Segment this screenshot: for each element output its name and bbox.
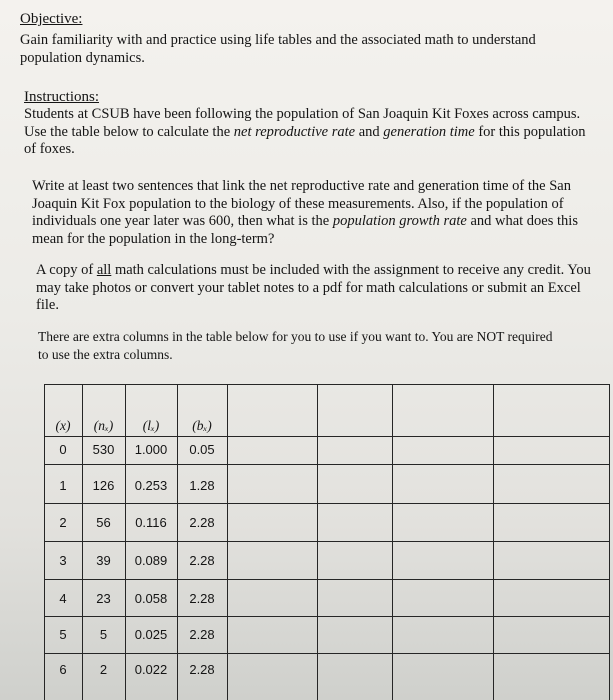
text-run: and what does this: [466, 213, 578, 229]
emphasis-all: all: [96, 262, 112, 278]
text-run: and: [355, 123, 384, 140]
text-run: A copy of: [36, 262, 97, 278]
row-divider: [44, 616, 610, 617]
cell-nx: 126: [92, 478, 115, 493]
text-run: math calculations must be included with the assignment to receive any credit. You: [111, 262, 591, 278]
cell-bx: 2.28: [189, 627, 215, 642]
life-table: [44, 384, 610, 700]
row-divider: [44, 436, 610, 437]
cell-nx: 5: [99, 627, 108, 642]
table-border-top: [44, 384, 610, 385]
cell-bx: 2.28: [189, 662, 215, 677]
cell-bx: 1.28: [189, 478, 215, 493]
cell-bx: 0.05: [189, 442, 215, 457]
instructions-p2-line-4: mean for the population in the long-term?: [32, 230, 275, 247]
cell-bx: 2.28: [189, 591, 215, 606]
cell-nx: 2: [99, 662, 108, 677]
instructions-p4-line-1: There are extra columns in the table below for you to use if you want to. You are NOT required: [38, 329, 553, 344]
instructions-p2-line-3: [32, 213, 578, 231]
instructions-heading: Instructions:: [24, 89, 99, 105]
objective-line-1: Gain familiarity with and practice using life tables and the associated math to understand: [20, 32, 536, 48]
cell-lx: 0.089: [134, 553, 168, 568]
instructions-p2-line-2: Joaquin Kit Fox population to the biology of these measurements. Also, if the population of: [32, 195, 564, 212]
cell-nx: 56: [96, 515, 111, 530]
term-generation-time: generation time: [383, 123, 475, 140]
objective-line-2: population dynamics.: [20, 49, 145, 66]
instructions-paragraph-4: [38, 328, 552, 363]
instructions-p1-line-2: [24, 124, 585, 142]
cell-x: 0: [59, 442, 67, 457]
header-bx: (bₓ): [192, 418, 212, 433]
cell-x: 3: [59, 553, 67, 568]
cell-lx: 0.022: [134, 662, 168, 677]
instructions-p3-line-2: may take photos or convert your tablet notes to a pdf for math calculations or submit an Excel: [36, 279, 581, 296]
cell-lx: 0.025: [134, 627, 168, 642]
cell-x: 6: [59, 662, 67, 677]
row-divider: [44, 464, 610, 465]
instructions-p3-line-3: file.: [36, 297, 59, 313]
cell-bx: 2.28: [189, 553, 215, 568]
text-run: Use the table below to calculate the: [24, 123, 234, 140]
cell-lx: 0.253: [134, 478, 168, 493]
term-population-growth-rate: population growth rate: [332, 213, 467, 229]
cell-x: 5: [59, 627, 67, 642]
cell-nx: 23: [96, 591, 111, 606]
row-divider: [44, 579, 610, 580]
cell-lx: 1.000: [134, 442, 168, 457]
instructions-paragraph-3: [36, 262, 591, 315]
row-divider: [44, 503, 610, 504]
header-x: (x): [55, 418, 71, 433]
instructions-paragraph-2: [32, 178, 578, 248]
row-divider: [44, 653, 610, 654]
header-lx: (lₓ): [142, 418, 160, 433]
term-net-reproductive-rate: net reproductive rate: [233, 123, 356, 140]
cell-nx: 39: [96, 553, 111, 568]
cell-nx: 530: [92, 442, 115, 457]
text-run: for this population: [474, 123, 586, 140]
cell-lx: 0.116: [135, 515, 167, 530]
text-run: individuals one year later was 600, then what is the: [32, 213, 333, 229]
cell-x: 4: [59, 591, 67, 606]
instructions-paragraph-1: [24, 106, 585, 159]
header-nx: (nₓ): [93, 418, 114, 433]
cell-x: 2: [59, 515, 67, 530]
instructions-p1-line-1: Students at CSUB have been following the population of San Joaquin Kit Foxes across campus.: [24, 106, 581, 122]
instructions-p1-line-3: of foxes.: [24, 141, 75, 157]
cell-lx: 0.058: [134, 591, 168, 606]
instructions-p2-line-1: Write at least two sentences that link the net reproductive rate and generation time of the San: [32, 178, 571, 194]
row-divider: [44, 541, 610, 542]
objective-text: [20, 32, 536, 67]
instructions-p4-line-2: to use the extra columns.: [38, 346, 173, 362]
cell-bx: 2.28: [189, 515, 215, 530]
cell-x: 1: [59, 478, 67, 493]
instructions-p3-line-1: [36, 262, 591, 280]
objective-heading: Objective:: [20, 11, 83, 27]
